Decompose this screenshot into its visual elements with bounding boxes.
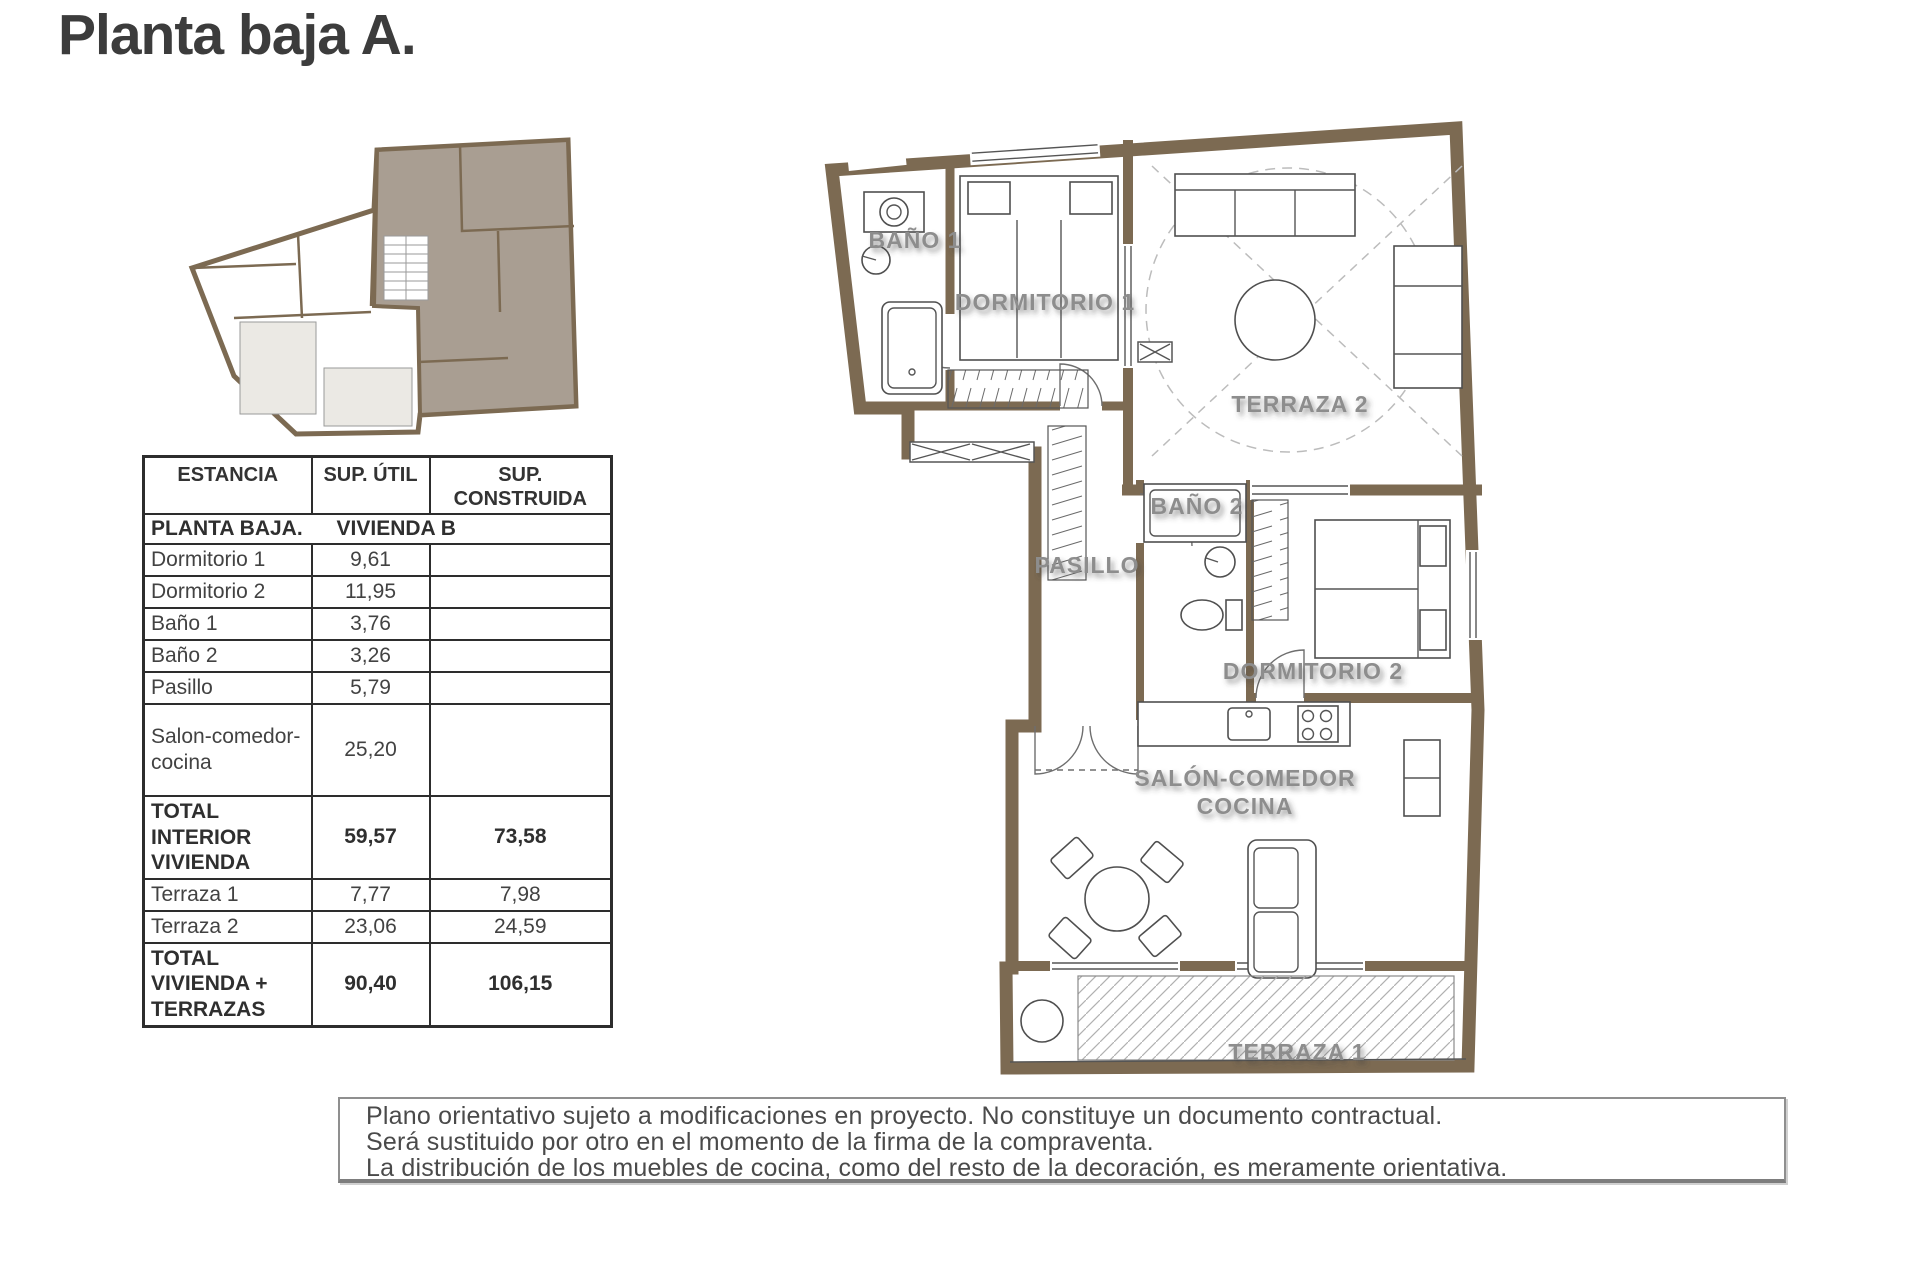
col-header-sup-construida: SUP. CONSTRUIDA (430, 457, 612, 515)
disclaimer-line: Será sustituido por otro en el momento de la firma de la compraventa. (366, 1128, 1154, 1156)
cell-sup-util: 59,57 (312, 796, 430, 879)
room-label-dormitorio2: DORMITORIO 2 (1222, 658, 1404, 684)
section-floor: PLANTA BAJA. (151, 517, 303, 540)
room-label-bano2: BAÑO 2 (1150, 493, 1244, 519)
key-plan-drawing (178, 136, 598, 448)
cell-room-name: Terraza 2 (144, 911, 312, 943)
table-row (144, 911, 612, 943)
table-row-total-interior (144, 796, 612, 879)
room-label-bano1: BAÑO 1 (868, 227, 962, 253)
cell-room-name: TOTAL INTERIOR VIVIENDA (144, 796, 312, 879)
room-label-salon-line1: SALÓN-COMEDOR (1134, 765, 1356, 791)
disclaimer-box (338, 1097, 1786, 1183)
cell-sup-construida: 7,98 (430, 879, 612, 911)
cell-sup-construida: 24,59 (430, 911, 612, 943)
x-window-bay (910, 442, 1034, 462)
cell-sup-util: 9,61 (312, 544, 430, 576)
section-row (144, 514, 612, 544)
table-row (144, 704, 612, 796)
room-label-dormitorio1: DORMITORIO 1 (954, 289, 1136, 315)
cell-sup-util: 3,76 (312, 608, 430, 640)
table-row (144, 544, 612, 576)
x-window-bano2 (1138, 342, 1172, 362)
cell-room-name: TOTAL VIVIENDA + TERRAZAS (144, 943, 312, 1026)
table-row (144, 576, 612, 608)
cell-room-name: Dormitorio 1 (144, 544, 312, 576)
key-plan-outline (192, 140, 576, 434)
col-header-estancia: ESTANCIA (144, 457, 312, 515)
cell-room-name: Baño 1 (144, 608, 312, 640)
floor-plan-drawing (820, 118, 1520, 1084)
cell-sup-construida: 106,15 (430, 943, 612, 1026)
cell-sup-construida (430, 576, 612, 608)
room-label-pasillo: PASILLO (1034, 552, 1140, 578)
page-title: Planta baja A. (58, 3, 416, 67)
table-row (144, 672, 612, 704)
room-label-salon-line2: COCINA (1196, 793, 1294, 819)
cell-room-name: Dormitorio 2 (144, 576, 312, 608)
cell-sup-construida: 73,58 (430, 796, 612, 879)
cell-sup-construida (430, 608, 612, 640)
cell-sup-util: 23,06 (312, 911, 430, 943)
table-row-total-vivienda (144, 943, 612, 1026)
cell-sup-util: 3,26 (312, 640, 430, 672)
disclaimer-line: La distribución de los muebles de cocina, como del resto de la decoración, es meramente orientativa. (366, 1154, 1508, 1182)
cell-sup-util: 90,40 (312, 943, 430, 1026)
cell-sup-construida (430, 704, 612, 796)
table-row (144, 879, 612, 911)
cell-sup-util: 25,20 (312, 704, 430, 796)
room-label-terraza1: TERRAZA 1 (1228, 1039, 1366, 1065)
cell-room-name: Pasillo (144, 672, 312, 704)
disclaimer-line: Plano orientativo sujeto a modificaciones en proyecto. No constituye un documento contractual. (366, 1102, 1443, 1130)
areas-table (142, 455, 613, 1028)
cell-sup-construida (430, 640, 612, 672)
cell-sup-construida (430, 544, 612, 576)
cell-sup-util: 11,95 (312, 576, 430, 608)
cell-sup-util: 5,79 (312, 672, 430, 704)
cell-room-name: Baño 2 (144, 640, 312, 672)
col-header-sup-util: SUP. ÚTIL (312, 457, 430, 515)
table-row (144, 640, 612, 672)
cell-room-name: Salon-comedor-cocina (144, 704, 312, 796)
room-label-terraza2: TERRAZA 2 (1231, 391, 1369, 417)
key-plan (178, 136, 598, 448)
section-unit: VIVIENDA B (336, 517, 456, 540)
table-row (144, 608, 612, 640)
key-plan-stairs (384, 236, 428, 300)
cell-sup-util: 7,77 (312, 879, 430, 911)
cell-room-name: Terraza 1 (144, 879, 312, 911)
cell-sup-construida (430, 672, 612, 704)
floor-plan (820, 118, 1520, 1084)
